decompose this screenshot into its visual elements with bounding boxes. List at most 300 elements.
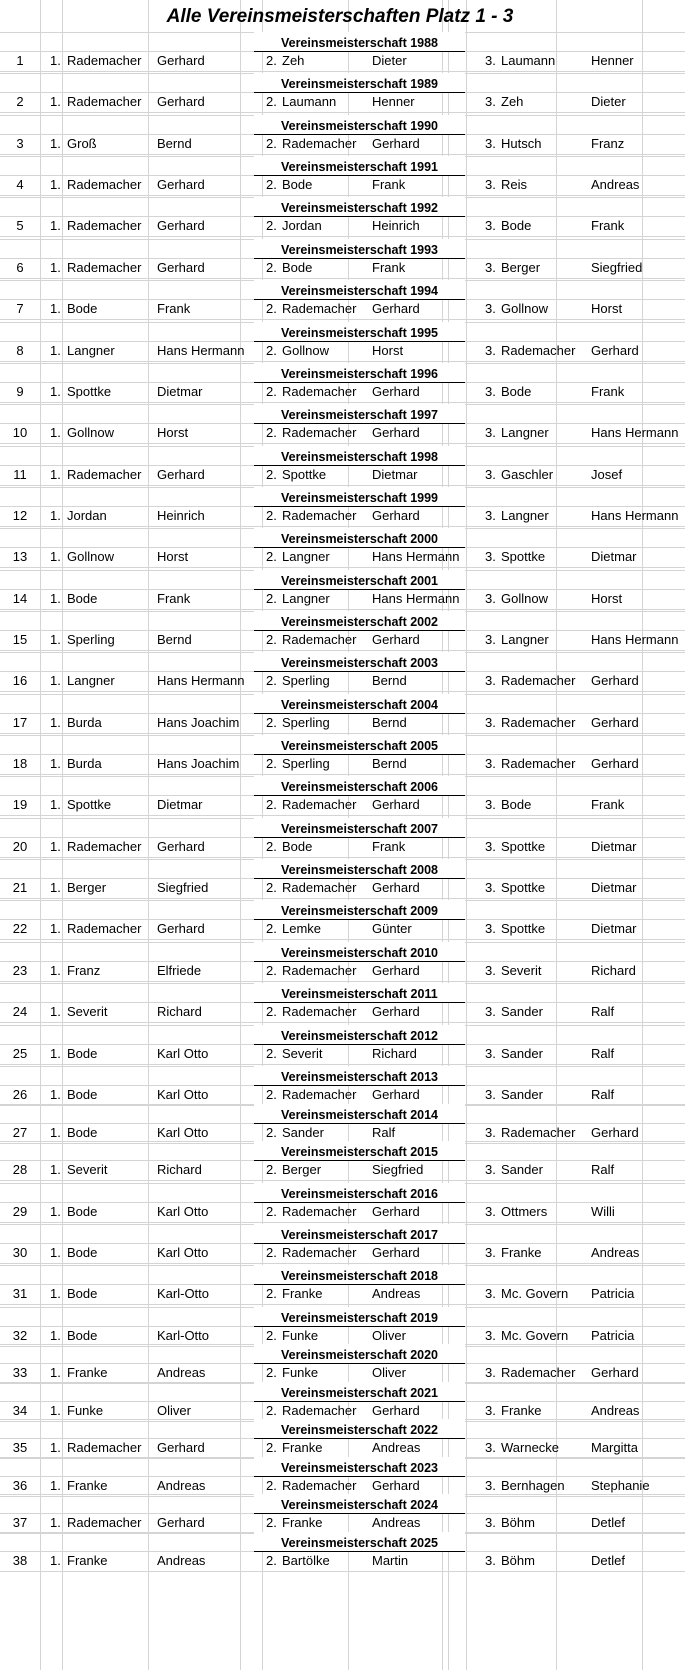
place-2-label: 2. xyxy=(266,508,277,523)
championship-header: Vereinsmeisterschaft 1988 xyxy=(254,32,465,52)
place-3-surname: Hutsch xyxy=(501,136,542,151)
place-3-label: 3. xyxy=(485,1286,496,1301)
row-number: 21 xyxy=(12,880,28,895)
championship-header: Vereinsmeisterschaft 2013 xyxy=(254,1066,465,1086)
row-number: 33 xyxy=(12,1365,28,1380)
place-2-label: 2. xyxy=(266,1162,277,1177)
place-2-firstname: Oliver xyxy=(372,1365,406,1380)
place-3-label: 3. xyxy=(485,1328,496,1343)
place-3-surname: Spottke xyxy=(501,880,546,895)
place-1-surname: Bode xyxy=(67,1245,98,1260)
place-2-firstname: Ralf xyxy=(372,1125,396,1140)
place-3-firstname: Dietmar xyxy=(591,839,637,854)
place-2-label: 2. xyxy=(266,963,277,978)
place-1-surname: Rademacher xyxy=(67,177,142,192)
place-1-surname: Rademacher xyxy=(67,921,142,936)
row-gridline xyxy=(0,815,685,816)
championship-header: Vereinsmeisterschaft 2002 xyxy=(254,611,465,631)
place-2-surname: Rademacher xyxy=(282,136,357,151)
place-3-surname: Rademacher xyxy=(501,1125,576,1140)
place-2-surname: Rademacher xyxy=(282,384,357,399)
place-2-firstname: Heinrich xyxy=(372,218,420,233)
place-2-firstname: Siegfried xyxy=(372,1162,424,1177)
row-number: 38 xyxy=(12,1553,28,1568)
championship-header: Vereinsmeisterschaft 1996 xyxy=(254,363,465,383)
place-3-surname: Sander xyxy=(501,1046,543,1061)
place-3-firstname: Gerhard xyxy=(591,1365,639,1380)
place-3-label: 3. xyxy=(485,1365,496,1380)
place-3-firstname: Ralf xyxy=(591,1004,615,1019)
place-1-firstname: Richard xyxy=(157,1162,202,1177)
place-2-label: 2. xyxy=(266,756,277,771)
place-3-label: 3. xyxy=(485,1046,496,1061)
championship-header: Vereinsmeisterschaft 2016 xyxy=(254,1183,465,1203)
place-1-label: 1. xyxy=(50,632,61,647)
place-2-firstname: Bernd xyxy=(372,673,407,688)
championship-header: Vereinsmeisterschaft 1989 xyxy=(254,73,465,93)
place-1-surname: Sperling xyxy=(67,632,115,647)
row-gridline xyxy=(0,857,685,858)
place-3-firstname: Andreas xyxy=(591,1245,640,1260)
place-2-label: 2. xyxy=(266,53,277,68)
place-1-surname: Rademacher xyxy=(67,1440,142,1455)
place-2-surname: Rademacher xyxy=(282,632,357,647)
championship-header: Vereinsmeisterschaft 2000 xyxy=(254,528,465,548)
row-gridline xyxy=(0,981,685,982)
place-3-firstname: Ralf xyxy=(591,1046,615,1061)
place-3-surname: Bode xyxy=(501,218,532,233)
championship-header: Vereinsmeisterschaft 1997 xyxy=(254,404,465,424)
place-2-label: 2. xyxy=(266,1046,277,1061)
place-2-firstname: Frank xyxy=(372,839,406,854)
place-3-surname: Franke xyxy=(501,1403,542,1418)
place-1-firstname: Hans Hermann xyxy=(157,673,245,688)
row-number: 27 xyxy=(12,1125,28,1140)
place-1-surname: Bode xyxy=(67,1087,98,1102)
place-3-firstname: Willi xyxy=(591,1204,615,1219)
place-2-surname: Sperling xyxy=(282,715,330,730)
place-1-firstname: Hans Hermann xyxy=(157,343,245,358)
row-gridline xyxy=(0,939,685,940)
place-3-label: 3. xyxy=(485,1125,496,1140)
place-1-firstname: Andreas xyxy=(157,1365,206,1380)
place-2-surname: Rademacher xyxy=(282,1204,357,1219)
place-1-surname: Langner xyxy=(67,673,115,688)
place-3-surname: Gollnow xyxy=(501,301,548,316)
place-3-firstname: Stephanie xyxy=(591,1478,650,1493)
championship-header: Vereinsmeisterschaft 2005 xyxy=(254,735,465,755)
row-number: 28 xyxy=(12,1162,28,1177)
place-1-surname: Severit xyxy=(67,1162,108,1177)
place-1-surname: Bode xyxy=(67,591,98,606)
championship-header: Vereinsmeisterschaft 2006 xyxy=(254,776,465,796)
place-1-firstname: Elfriede xyxy=(157,963,202,978)
row-number: 12 xyxy=(12,508,28,523)
place-2-surname: Sperling xyxy=(282,673,330,688)
place-2-firstname: Gerhard xyxy=(372,880,420,895)
place-3-firstname: Gerhard xyxy=(591,756,639,771)
place-2-label: 2. xyxy=(266,1478,277,1493)
place-1-firstname: Gerhard xyxy=(157,260,205,275)
championship-header: Vereinsmeisterschaft 1999 xyxy=(254,487,465,507)
place-3-surname: Spottke xyxy=(501,839,546,854)
place-2-surname: Lemke xyxy=(282,921,322,936)
place-2-firstname: Gerhard xyxy=(372,425,420,440)
place-2-label: 2. xyxy=(266,880,277,895)
row-gridline xyxy=(0,526,685,527)
row-gridline xyxy=(0,236,685,237)
place-3-surname: Bernhagen xyxy=(501,1478,565,1493)
row-gridline xyxy=(0,1064,685,1065)
row-number: 19 xyxy=(12,797,28,812)
place-1-surname: Burda xyxy=(67,756,102,771)
place-3-label: 3. xyxy=(485,260,496,275)
place-2-surname: Rademacher xyxy=(282,797,357,812)
place-1-surname: Rademacher xyxy=(67,1515,142,1530)
row-number: 20 xyxy=(12,839,28,854)
place-1-firstname: Dietmar xyxy=(157,797,203,812)
place-3-label: 3. xyxy=(485,94,496,109)
place-2-label: 2. xyxy=(266,177,277,192)
place-3-firstname: Gerhard xyxy=(591,1125,639,1140)
place-1-label: 1. xyxy=(50,756,61,771)
place-3-surname: Warnecke xyxy=(501,1440,560,1455)
row-gridline xyxy=(0,485,685,486)
place-1-label: 1. xyxy=(50,1286,61,1301)
row-gridline xyxy=(0,1263,685,1264)
place-1-label: 1. xyxy=(50,715,61,730)
row-number: 22 xyxy=(12,921,28,936)
place-2-surname: Rademacher xyxy=(282,880,357,895)
place-1-label: 1. xyxy=(50,1087,61,1102)
place-2-surname: Rademacher xyxy=(282,508,357,523)
place-2-surname: Bode xyxy=(282,260,313,275)
place-1-firstname: Hans Joachim xyxy=(157,715,240,730)
place-2-firstname: Frank xyxy=(372,177,406,192)
row-gridline xyxy=(0,691,685,692)
place-1-surname: Rademacher xyxy=(67,467,142,482)
row-number: 7 xyxy=(16,301,24,316)
row-number: 4 xyxy=(16,177,24,192)
page-title: Alle Vereinsmeisterschaften Platz 1 - 3 xyxy=(166,6,514,27)
place-2-label: 2. xyxy=(266,549,277,564)
place-3-surname: Sander xyxy=(501,1087,543,1102)
row-number: 37 xyxy=(12,1515,28,1530)
place-3-label: 3. xyxy=(485,467,496,482)
place-1-surname: Bode xyxy=(67,1046,98,1061)
place-2-surname: Franke xyxy=(282,1286,323,1301)
place-1-surname: Bode xyxy=(67,1204,98,1219)
place-3-firstname: Frank xyxy=(591,384,625,399)
championship-header: Vereinsmeisterschaft 2009 xyxy=(254,900,465,920)
championship-header: Vereinsmeisterschaft 1998 xyxy=(254,446,465,466)
row-gridline xyxy=(0,1571,685,1572)
place-3-label: 3. xyxy=(485,715,496,730)
place-2-surname: Funke xyxy=(282,1365,319,1380)
place-3-surname: Böhm xyxy=(501,1553,535,1568)
place-2-firstname: Gerhard xyxy=(372,1478,420,1493)
place-1-label: 1. xyxy=(50,1125,61,1140)
place-1-label: 1. xyxy=(50,218,61,233)
place-1-surname: Franke xyxy=(67,1478,108,1493)
row-gridline xyxy=(0,1022,685,1023)
row-gridline xyxy=(0,154,685,155)
row-gridline xyxy=(0,71,685,72)
place-1-surname: Severit xyxy=(67,1004,108,1019)
place-1-label: 1. xyxy=(50,549,61,564)
place-1-firstname: Karl Otto xyxy=(157,1087,209,1102)
place-3-label: 3. xyxy=(485,53,496,68)
place-1-label: 1. xyxy=(50,1478,61,1493)
place-3-firstname: Gerhard xyxy=(591,673,639,688)
place-2-label: 2. xyxy=(266,1553,277,1568)
row-number: 2 xyxy=(16,94,24,109)
place-3-surname: Bode xyxy=(501,797,532,812)
place-1-firstname: Karl Otto xyxy=(157,1245,209,1260)
place-1-label: 1. xyxy=(50,921,61,936)
place-1-surname: Spottke xyxy=(67,384,112,399)
place-1-label: 1. xyxy=(50,1162,61,1177)
place-2-firstname: Hans Hermann xyxy=(372,549,460,564)
place-2-firstname: Andreas xyxy=(372,1515,421,1530)
championship-header: Vereinsmeisterschaft 2021 xyxy=(254,1382,465,1402)
championship-header: Vereinsmeisterschaft 1995 xyxy=(254,322,465,342)
place-1-surname: Spottke xyxy=(67,797,112,812)
place-2-label: 2. xyxy=(266,715,277,730)
row-gridline xyxy=(0,774,685,775)
place-2-firstname: Bernd xyxy=(372,756,407,771)
place-3-surname: Spottke xyxy=(501,921,546,936)
row-gridline xyxy=(0,733,685,734)
place-3-label: 3. xyxy=(485,797,496,812)
place-1-firstname: Frank xyxy=(157,301,191,316)
championship-header: Vereinsmeisterschaft 2022 xyxy=(254,1419,465,1439)
place-3-label: 3. xyxy=(485,1162,496,1177)
championship-header: Vereinsmeisterschaft 2020 xyxy=(254,1344,465,1364)
championship-header: Vereinsmeisterschaft 2017 xyxy=(254,1224,465,1244)
place-2-surname: Severit xyxy=(282,1046,323,1061)
place-2-firstname: Gerhard xyxy=(372,384,420,399)
place-2-label: 2. xyxy=(266,1328,277,1343)
row-gridline xyxy=(0,898,685,899)
place-2-surname: Franke xyxy=(282,1515,323,1530)
place-3-surname: Böhm xyxy=(501,1515,535,1530)
place-2-label: 2. xyxy=(266,218,277,233)
place-2-surname: Jordan xyxy=(282,218,322,233)
place-1-label: 1. xyxy=(50,177,61,192)
place-1-label: 1. xyxy=(50,591,61,606)
place-1-firstname: Frank xyxy=(157,591,191,606)
place-1-surname: Burda xyxy=(67,715,102,730)
place-1-firstname: Gerhard xyxy=(157,1440,205,1455)
place-2-firstname: Gerhard xyxy=(372,1403,420,1418)
place-2-surname: Sander xyxy=(282,1125,324,1140)
place-3-firstname: Dietmar xyxy=(591,880,637,895)
place-2-label: 2. xyxy=(266,1204,277,1219)
place-3-surname: Rademacher xyxy=(501,343,576,358)
place-3-label: 3. xyxy=(485,343,496,358)
place-3-label: 3. xyxy=(485,673,496,688)
place-3-firstname: Josef xyxy=(591,467,623,482)
place-3-label: 3. xyxy=(485,1403,496,1418)
row-gridline xyxy=(0,319,685,320)
place-1-surname: Rademacher xyxy=(67,218,142,233)
place-3-firstname: Patricia xyxy=(591,1286,635,1301)
place-1-surname: Rademacher xyxy=(67,260,142,275)
place-1-firstname: Karl Otto xyxy=(157,1204,209,1219)
row-gridline xyxy=(0,650,685,651)
place-3-surname: Rademacher xyxy=(501,673,576,688)
place-3-firstname: Margitta xyxy=(591,1440,638,1455)
championship-header: Vereinsmeisterschaft 2011 xyxy=(254,983,465,1003)
place-1-surname: Langner xyxy=(67,343,115,358)
place-3-firstname: Detlef xyxy=(591,1515,625,1530)
place-2-surname: Bartölke xyxy=(282,1553,330,1568)
place-1-surname: Rademacher xyxy=(67,839,142,854)
place-3-label: 3. xyxy=(485,1553,496,1568)
place-2-label: 2. xyxy=(266,1365,277,1380)
place-1-surname: Rademacher xyxy=(67,53,142,68)
place-2-label: 2. xyxy=(266,1403,277,1418)
championship-header: Vereinsmeisterschaft 2019 xyxy=(254,1307,465,1327)
place-3-firstname: Gerhard xyxy=(591,715,639,730)
row-number: 24 xyxy=(12,1004,28,1019)
row-number: 31 xyxy=(12,1286,28,1301)
championship-header: Vereinsmeisterschaft 2008 xyxy=(254,859,465,879)
championship-header: Vereinsmeisterschaft 2023 xyxy=(254,1457,465,1477)
place-2-label: 2. xyxy=(266,1245,277,1260)
championship-header: Vereinsmeisterschaft 2018 xyxy=(254,1265,465,1285)
place-1-label: 1. xyxy=(50,301,61,316)
row-gridline xyxy=(0,609,685,610)
place-3-firstname: Horst xyxy=(591,301,623,316)
place-3-surname: Severit xyxy=(501,963,542,978)
place-1-surname: Franke xyxy=(67,1365,108,1380)
row-number: 16 xyxy=(12,673,28,688)
place-2-label: 2. xyxy=(266,260,277,275)
place-1-surname: Bode xyxy=(67,301,98,316)
place-1-firstname: Gerhard xyxy=(157,921,205,936)
place-3-surname: Rademacher xyxy=(501,756,576,771)
place-2-firstname: Martin xyxy=(372,1553,409,1568)
place-2-firstname: Gerhard xyxy=(372,1087,420,1102)
row-number: 32 xyxy=(12,1328,28,1343)
place-1-firstname: Bernd xyxy=(157,632,192,647)
place-3-label: 3. xyxy=(485,218,496,233)
place-3-firstname: Patricia xyxy=(591,1328,635,1343)
place-3-firstname: Henner xyxy=(591,53,634,68)
place-1-label: 1. xyxy=(50,1365,61,1380)
row-number: 29 xyxy=(12,1204,28,1219)
place-2-firstname: Andreas xyxy=(372,1286,421,1301)
place-2-firstname: Andreas xyxy=(372,1440,421,1455)
row-number: 6 xyxy=(16,260,24,275)
place-2-surname: Bode xyxy=(282,177,313,192)
place-1-surname: Gollnow xyxy=(67,549,114,564)
place-1-firstname: Horst xyxy=(157,549,189,564)
place-2-label: 2. xyxy=(266,384,277,399)
place-1-surname: Rademacher xyxy=(67,94,142,109)
row-number: 36 xyxy=(12,1478,28,1493)
place-3-surname: Mc. Govern xyxy=(501,1286,569,1301)
place-2-label: 2. xyxy=(266,343,277,358)
place-1-label: 1. xyxy=(50,384,61,399)
place-3-label: 3. xyxy=(485,1478,496,1493)
place-1-surname: Funke xyxy=(67,1403,104,1418)
place-3-surname: Langner xyxy=(501,425,549,440)
place-1-firstname: Andreas xyxy=(157,1553,206,1568)
place-2-firstname: Frank xyxy=(372,260,406,275)
place-2-surname: Rademacher xyxy=(282,1245,357,1260)
place-2-label: 2. xyxy=(266,591,277,606)
place-3-firstname: Gerhard xyxy=(591,343,639,358)
place-2-firstname: Horst xyxy=(372,343,404,358)
place-3-firstname: Hans Hermann xyxy=(591,508,679,523)
place-2-surname: Gollnow xyxy=(282,343,329,358)
place-3-firstname: Detlef xyxy=(591,1553,625,1568)
place-3-firstname: Dietmar xyxy=(591,549,637,564)
place-3-surname: Gaschler xyxy=(501,467,554,482)
place-1-label: 1. xyxy=(50,1553,61,1568)
row-gridline xyxy=(0,443,685,444)
place-1-firstname: Gerhard xyxy=(157,53,205,68)
place-2-label: 2. xyxy=(266,1004,277,1019)
place-2-label: 2. xyxy=(266,136,277,151)
place-2-label: 2. xyxy=(266,673,277,688)
row-number: 14 xyxy=(12,591,28,606)
place-3-surname: Reis xyxy=(501,177,528,192)
place-2-firstname: Dietmar xyxy=(372,467,418,482)
place-3-label: 3. xyxy=(485,1245,496,1260)
place-1-surname: Bode xyxy=(67,1286,98,1301)
place-3-label: 3. xyxy=(485,384,496,399)
place-2-surname: Rademacher xyxy=(282,1004,357,1019)
row-number: 1 xyxy=(16,53,24,68)
place-3-label: 3. xyxy=(485,1204,496,1219)
place-1-firstname: Oliver xyxy=(157,1403,191,1418)
place-1-surname: Groß xyxy=(67,136,97,151)
place-2-firstname: Gerhard xyxy=(372,963,420,978)
place-3-surname: Franke xyxy=(501,1245,542,1260)
place-2-surname: Rademacher xyxy=(282,301,357,316)
place-2-surname: Franke xyxy=(282,1440,323,1455)
place-1-label: 1. xyxy=(50,343,61,358)
place-2-firstname: Günter xyxy=(372,921,412,936)
place-1-label: 1. xyxy=(50,467,61,482)
place-2-firstname: Gerhard xyxy=(372,797,420,812)
place-2-firstname: Gerhard xyxy=(372,1245,420,1260)
place-2-firstname: Gerhard xyxy=(372,508,420,523)
place-2-surname: Bode xyxy=(282,839,313,854)
place-1-firstname: Karl Otto xyxy=(157,1046,209,1061)
place-2-firstname: Gerhard xyxy=(372,1004,420,1019)
place-3-label: 3. xyxy=(485,756,496,771)
place-3-firstname: Dietmar xyxy=(591,921,637,936)
place-3-label: 3. xyxy=(485,963,496,978)
place-1-firstname: Gerhard xyxy=(157,467,205,482)
place-1-label: 1. xyxy=(50,1440,61,1455)
place-2-firstname: Gerhard xyxy=(372,1204,420,1219)
place-1-label: 1. xyxy=(50,136,61,151)
championship-header: Vereinsmeisterschaft 2012 xyxy=(254,1025,465,1045)
place-3-firstname: Richard xyxy=(591,963,636,978)
place-3-label: 3. xyxy=(485,921,496,936)
championship-header: Vereinsmeisterschaft 1992 xyxy=(254,197,465,217)
place-3-label: 3. xyxy=(485,632,496,647)
place-3-label: 3. xyxy=(485,1087,496,1102)
place-3-label: 3. xyxy=(485,1440,496,1455)
place-1-surname: Gollnow xyxy=(67,425,114,440)
